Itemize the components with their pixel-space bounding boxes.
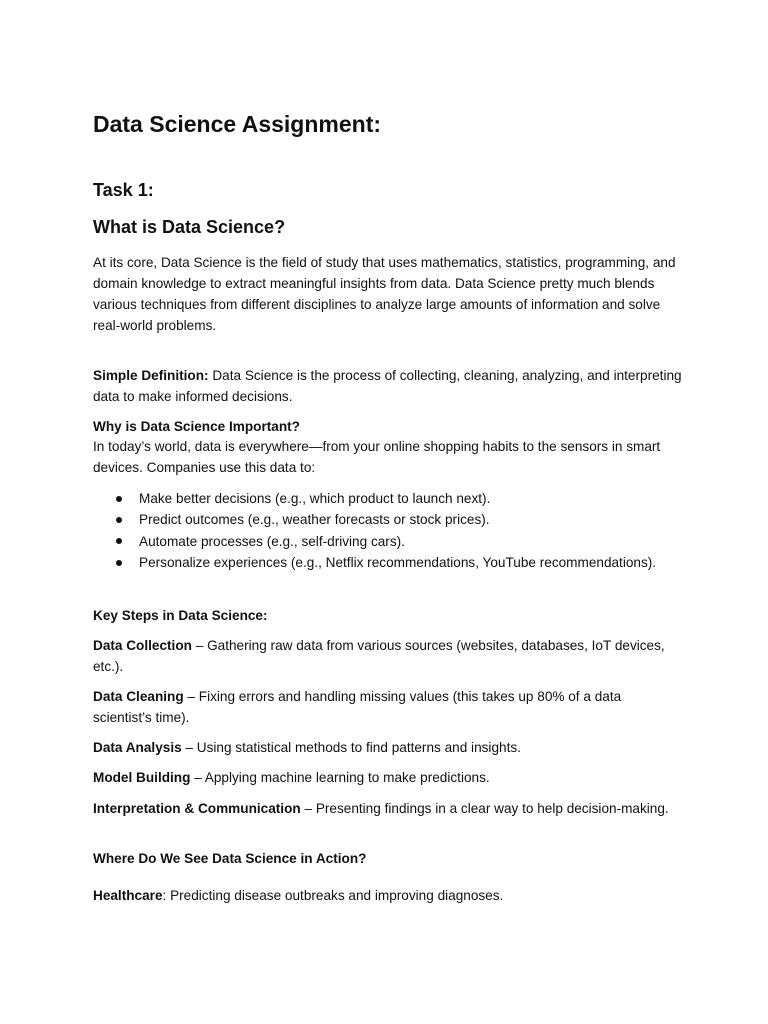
- step-label: Model Building: [93, 770, 191, 785]
- step-text: – Using statistical methods to find patterns and insights.: [181, 740, 521, 755]
- bullet-item: [93, 488, 683, 509]
- bullet-text: Automate processes (e.g., self-driving cars).: [139, 533, 405, 549]
- where-heading: Where Do We See Data Science in Action?: [93, 851, 367, 866]
- step-model-building: [93, 767, 683, 788]
- bullet-dot-icon: [116, 538, 122, 544]
- bullet-item: [93, 531, 683, 552]
- why-paragraph: In today’s world, data is everywhere—from your online shopping habits to the sensors in smart devices. Companies use this data to:: [93, 439, 661, 475]
- step-text: – Presenting findings in a clear way to help decision-making.: [300, 801, 669, 816]
- bullet-text: Predict outcomes (e.g., weather forecasts or stock prices).: [139, 512, 490, 528]
- task-heading: Task 1:: [93, 180, 154, 200]
- bullet-item: [93, 509, 683, 530]
- step-data-collection: [93, 635, 683, 677]
- healthcare-paragraph: [93, 885, 683, 906]
- bullet-dot-icon: [116, 496, 122, 502]
- step-label: Data Analysis: [93, 740, 182, 755]
- simple-definition-label: Simple Definition:: [93, 368, 209, 383]
- healthcare-text: : Predicting disease outbreaks and improving diagnoses.: [162, 888, 504, 903]
- step-interpretation-communication: [93, 798, 683, 819]
- bullet-text: Personalize experiences (e.g., Netflix recommendations, YouTube recommendations).: [139, 555, 657, 571]
- step-label: Interpretation & Communication: [93, 801, 301, 816]
- key-steps-heading: Key Steps in Data Science:: [93, 608, 268, 623]
- simple-definition-text: Data Science is the process of collecting, cleaning, analyzing, and interpreting data to make informed decisions.: [93, 368, 682, 404]
- bullet-item: [93, 552, 683, 573]
- step-text: – Gathering raw data from various sources (websites, databases, IoT devices, etc.).: [93, 638, 665, 674]
- healthcare-label: Healthcare: [93, 888, 163, 903]
- document-title: Data Science Assignment:: [93, 111, 382, 137]
- bullet-dot-icon: [116, 560, 122, 566]
- question-heading: What is Data Science?: [93, 217, 286, 237]
- step-label: Data Cleaning: [93, 689, 184, 704]
- importance-bullet-list: [93, 488, 683, 574]
- step-text: – Applying machine learning to make predictions.: [190, 770, 490, 785]
- step-label: Data Collection: [93, 638, 192, 653]
- why-heading: Why is Data Science Important?: [93, 419, 300, 434]
- step-data-cleaning: [93, 686, 683, 728]
- bullet-text: Make better decisions (e.g., which product to launch next).: [139, 491, 491, 506]
- step-data-analysis: [93, 737, 683, 758]
- simple-definition-paragraph: [93, 365, 683, 407]
- bullet-dot-icon: [116, 517, 122, 523]
- intro-paragraph: At its core, Data Science is the field of study that uses mathematics, statistics, programming, and domain knowledge to extract meaningful insights from data. Data Science pretty much blends various techniques from different disciplines to analyze large amounts of information and solve real-world problems.: [93, 255, 676, 333]
- step-text: – Fixing errors and handling missing values (this takes up 80% of a data scientist’s time).: [93, 689, 622, 725]
